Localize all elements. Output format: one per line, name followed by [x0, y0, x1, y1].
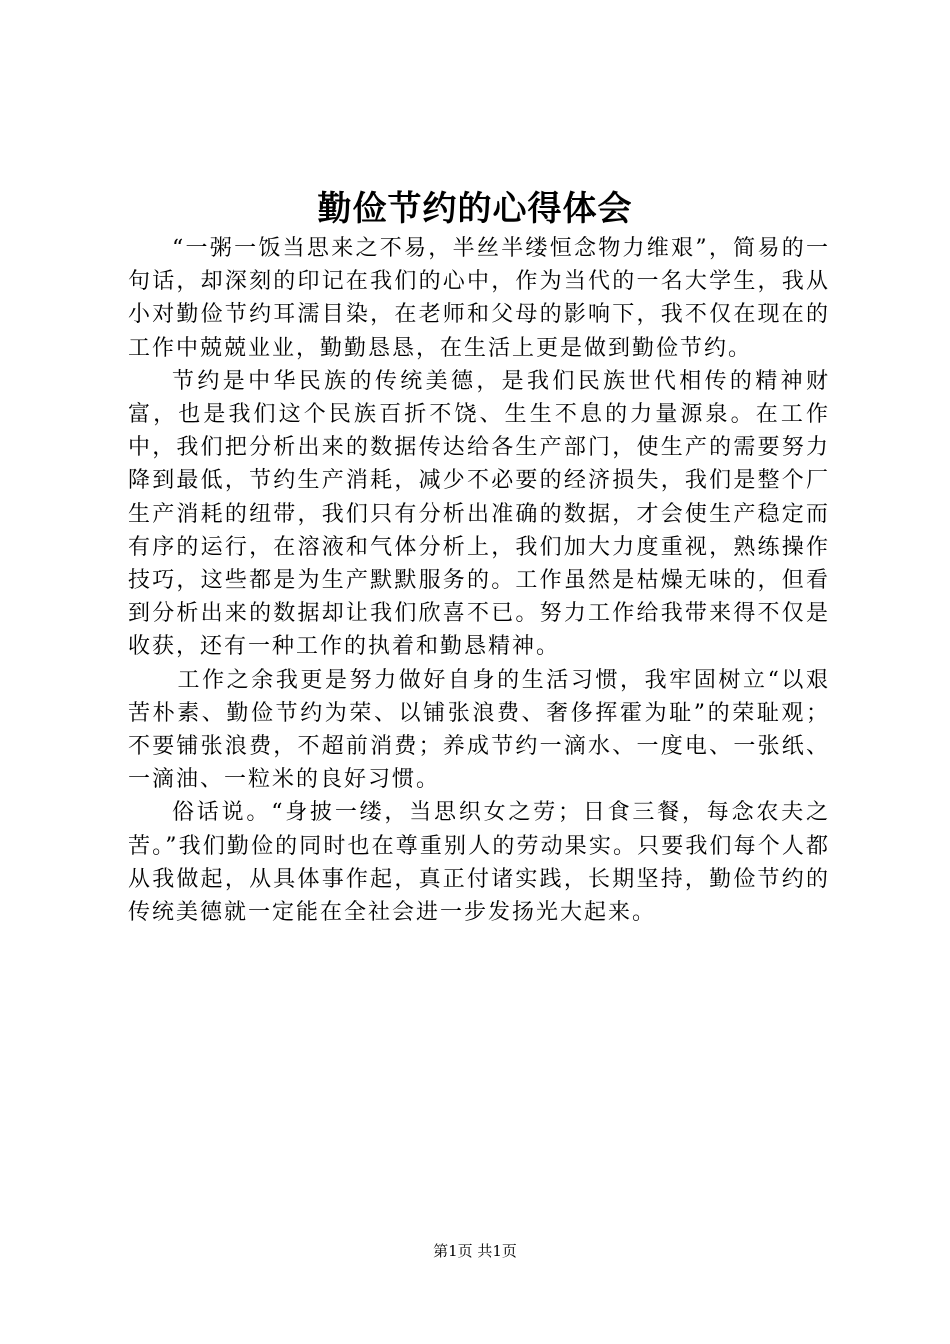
page-footer: 第1页 共1页	[433, 1242, 517, 1260]
paragraph-3: 工作之余我更是努力做好自身的生活习惯，我牢固树立“以艰苦朴素、勤俭节约为荣、以铺张浪费、奢侈挥霍为耻”的荣耻观；不要铺张浪费，不超前消费；养成节约一滴水、一度电、一张纸、一滴油、一粒米的良好习惯。	[128, 667, 830, 793]
paragraph-2: 节约是中华民族的传统美德，是我们民族世代相传的精神财富，也是我们这个民族百折不饶、生生不息的力量源泉。在工作中，我们把分析出来的数据传达给各生产部门，使生产的需要努力降到最低，节约生产消耗，减少不必要的经济损失，我们是整个厂生产消耗的纽带，我们只有分析出准确的数据，才会使生产稳定而有序的运行，在溶液和气体分析上，我们加大力度重视，熟练操作技巧，这些都是为生产默默服务的。工作虽然是枯燥无味的，但看到分析出来的数据却让我们欣喜不已。努力工作给我带来得不仅是收获，还有一种工作的执着和勤恳精神。	[128, 368, 830, 660]
document-body	[128, 232, 830, 929]
paragraph-1: “一粥一饭当思来之不易，半丝半缕恒念物力维艰”，简易的一句话，却深刻的印记在我们的心中，作为当代的一名大学生，我从小对勤俭节约耳濡目染，在老师和父母的影响下，我不仅在现在的工作中兢兢业业，勤勤恳恳，在生活上更是做到勤俭节约。	[128, 236, 830, 361]
paragraph-4: 俗话说。“身披一缕，当思织女之劳；日食三餐，每念农夫之苦。”我们勤俭的同时也在尊重别人的劳动果实。只要我们每个人都从我做起，从具体事作起，真正付诸实践，长期坚持，勤俭节约的传统美德就一定能在全社会进一步发扬光大起来。	[128, 800, 830, 926]
document-title: 勤俭节约的心得体会	[317, 189, 633, 229]
